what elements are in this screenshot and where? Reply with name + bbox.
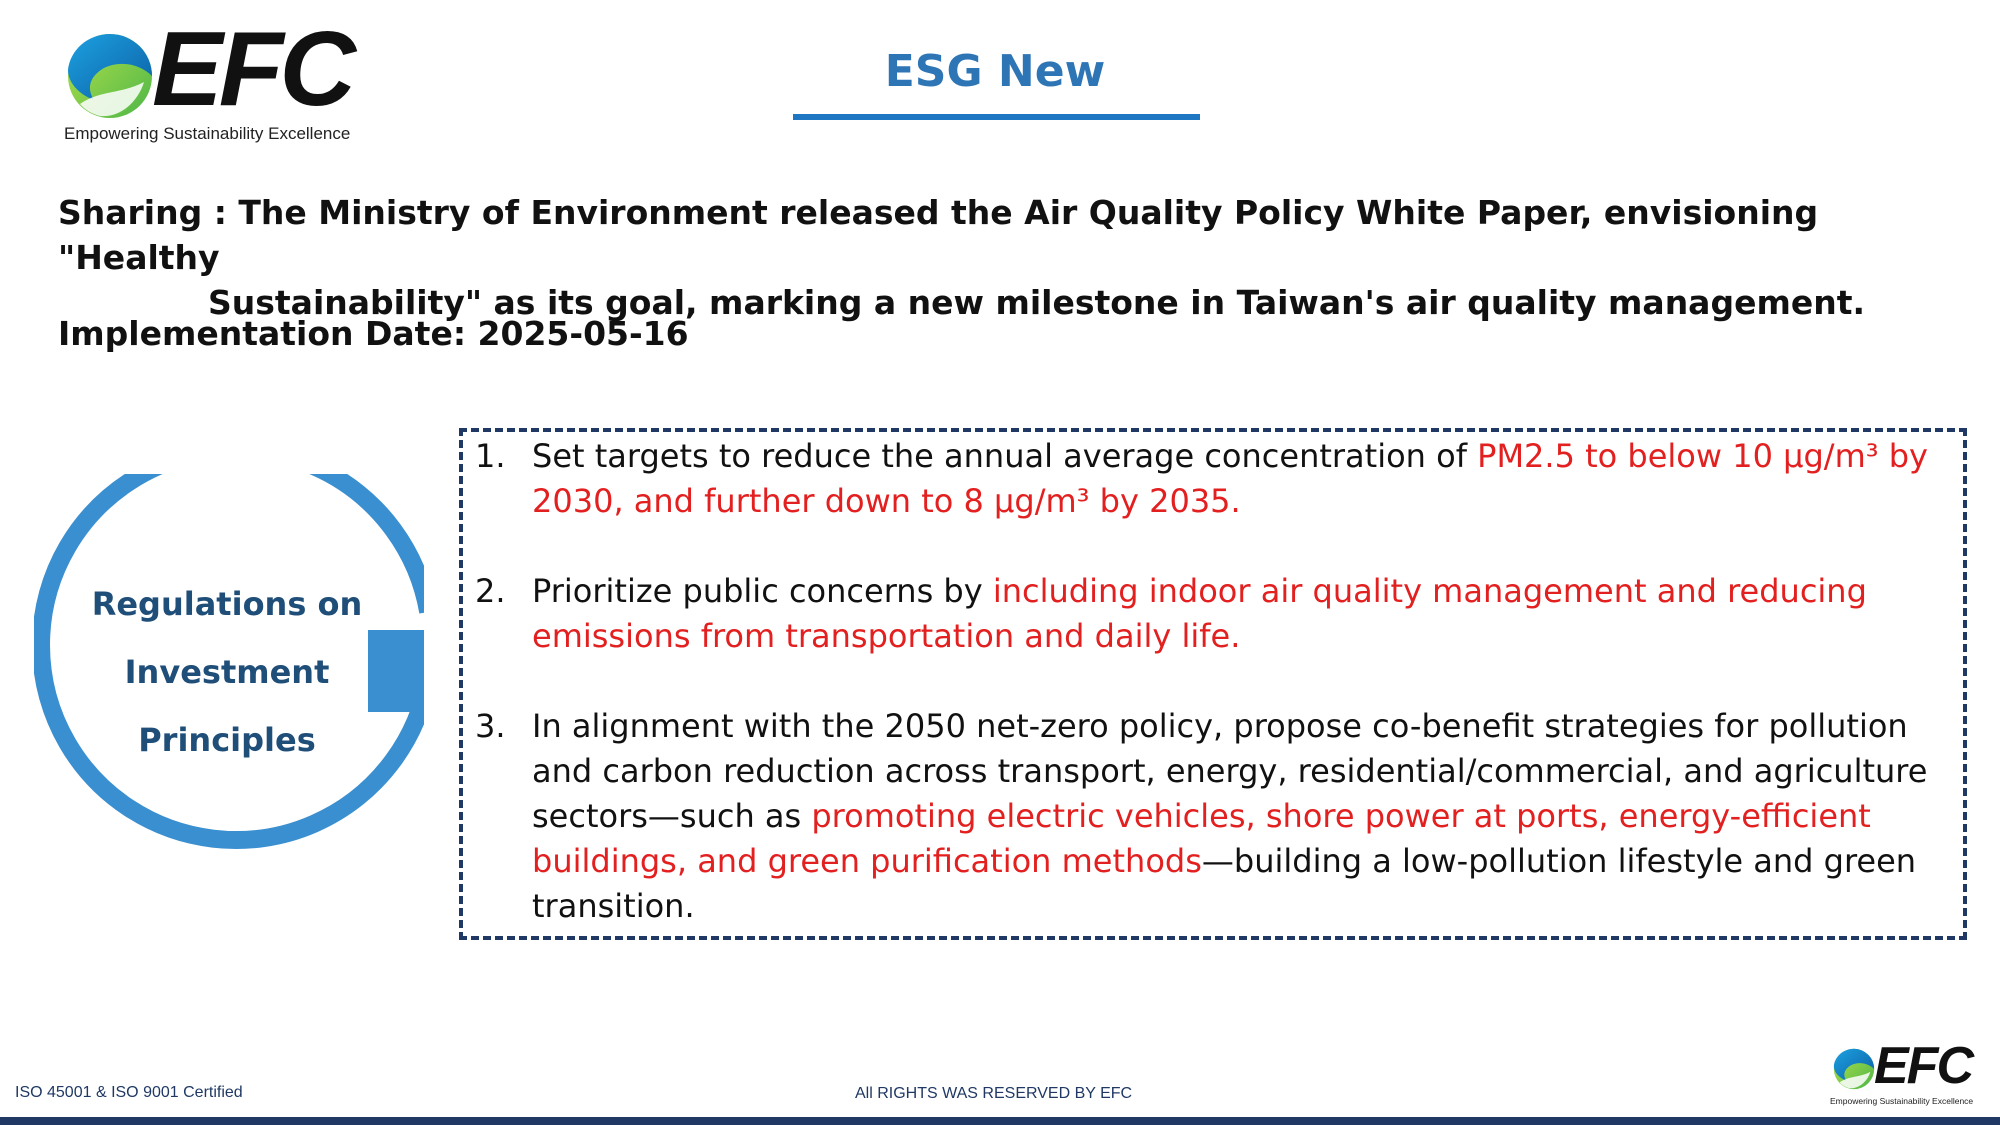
point-highlight: promoting electric vehicles, shore power at ports, energy-efficient buildings, and green purification methods: [532, 797, 1871, 880]
rights-notice: All RIGHTS WAS RESERVED BY EFC: [855, 1085, 1133, 1102]
policy-point-1: [475, 434, 1955, 524]
point-number: 3.: [475, 707, 506, 745]
logo-small-tagline: Empowering Sustainability Excellence: [1830, 1096, 1974, 1106]
point-text: Set targets to reduce the annual average concentration of: [532, 437, 1478, 475]
page-title: ESG New: [884, 46, 1106, 97]
certification-note: ISO 45001 & ISO 9001 Certified: [15, 1084, 243, 1101]
logo-small-wordmark: EFC: [1874, 1037, 1972, 1095]
sharing-line-1: Sharing : The Ministry of Environment released the Air Quality Policy White Paper, envisioning "Healthy: [58, 193, 1819, 277]
ring-label-line-2: Investment: [124, 653, 330, 691]
point-number: 1.: [475, 437, 506, 475]
sharing-statement: [58, 190, 1938, 325]
point-text: —building a low-pollution lifestyle and green transition.: [532, 842, 1917, 925]
point-highlight: including indoor air quality management and reducing emissions from transportation and daily life.: [532, 572, 1867, 655]
logo-tagline: Empowering Sustainability Excellence: [64, 124, 351, 143]
globe-swirl-icon: [60, 24, 160, 124]
policy-point-2: [475, 569, 1955, 659]
sharing-line-2: Sustainability" as its goal, marking a new milestone in Taiwan's air quality management.: [208, 283, 1866, 322]
ring-label-line-1: Regulations on: [91, 585, 363, 623]
point-text: Prioritize public concerns by: [532, 572, 993, 610]
efc-logo-small: [1830, 1037, 1990, 1110]
efc-logo: [60, 10, 380, 154]
ring-label-line-3: Principles: [138, 721, 316, 759]
title-underline: [793, 114, 1200, 120]
bottom-bar: [0, 1117, 2000, 1125]
policy-points-list: [475, 434, 1955, 929]
logo-wordmark: EFC: [152, 10, 352, 128]
point-highlight: PM2.5 to below 10 μg/m³ by 2030, and further down to 8 μg/m³ by 2035.: [532, 437, 1928, 520]
ring-label: [72, 570, 382, 774]
globe-swirl-icon: [1830, 1044, 1878, 1092]
point-text: In alignment with the 2050 net-zero policy, propose co-benefit strategies for pollution and carbon reduction across transport, energy, residential/commercial, and agriculture sectors—such as: [532, 707, 1928, 835]
implementation-date: Implementation Date: 2025-05-16: [58, 314, 689, 353]
point-number: 2.: [475, 572, 506, 610]
policy-point-3: [475, 704, 1955, 929]
